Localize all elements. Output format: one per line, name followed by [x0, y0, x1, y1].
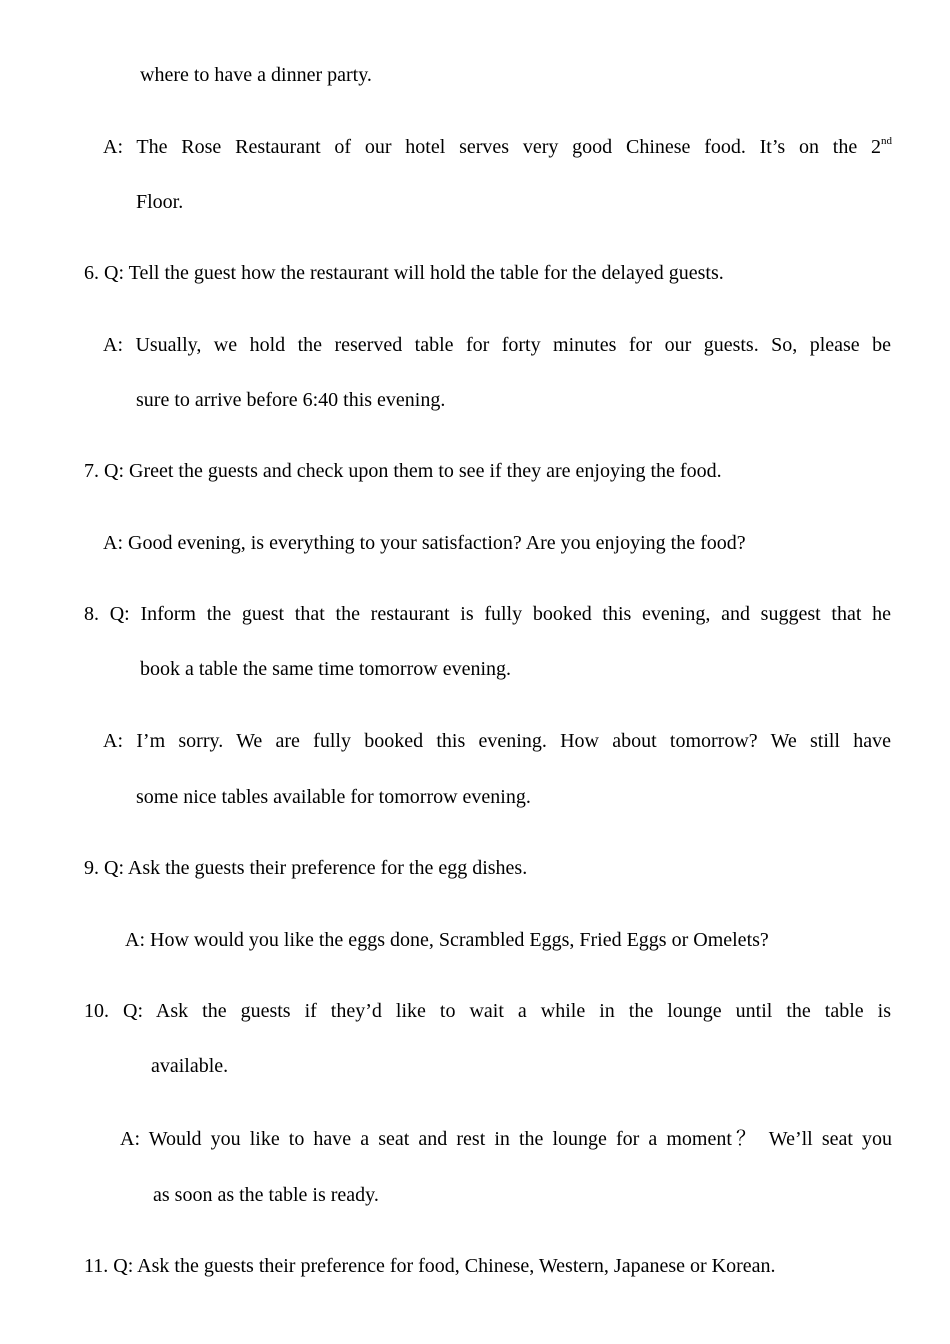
question-7-line-1: 7. Q: Greet the guests and check upon them to see if they are enjoying the food.	[84, 460, 722, 482]
ordinal-suffix: nd	[881, 135, 892, 147]
answer-10-line-1: A: Would you like to have a seat and rest in the lounge for a moment？ We’ll seat you	[120, 1128, 892, 1150]
question-9-line-1: 9. Q: Ask the guests their preference for the egg dishes.	[84, 857, 528, 879]
question-8-line-2: book a table the same time tomorrow evening.	[140, 658, 512, 680]
question-5-continuation: where to have a dinner party.	[140, 64, 372, 86]
answer-5-text: A: The Rose Restaurant of our hotel serves very good Chinese food. It’s on the 2	[103, 136, 881, 158]
question-6-line-1: 6. Q: Tell the guest how the restaurant will hold the table for the delayed guests.	[84, 262, 724, 284]
answer-5-line-2: Floor.	[136, 191, 184, 213]
answer-7-line-1: A: Good evening, is everything to your satisfaction? Are you enjoying the food?	[103, 532, 746, 554]
answer-8-line-1: A: I’m sorry. We are fully booked this evening. How about tomorrow? We still have	[103, 730, 891, 752]
answer-8-line-2: some nice tables available for tomorrow evening.	[136, 786, 531, 808]
question-8-line-1: 8. Q: Inform the guest that the restaurant is fully booked this evening, and suggest that he	[84, 603, 891, 625]
answer-6-line-2: sure to arrive before 6:40 this evening.	[136, 389, 446, 411]
question-10-line-1: 10. Q: Ask the guests if they’d like to wait a while in the lounge until the table is	[84, 1000, 891, 1022]
answer-5-line-1	[103, 135, 892, 159]
question-10-line-2: available.	[151, 1055, 229, 1077]
answer-10-line-2: as soon as the table is ready.	[153, 1184, 379, 1206]
answer-6-line-1: A: Usually, we hold the reserved table for forty minutes for our guests. So, please be	[103, 334, 891, 356]
question-11-line-1: 11. Q: Ask the guests their preference for food, Chinese, Western, Japanese or Korean.	[84, 1255, 776, 1277]
answer-9-line-1: A: How would you like the eggs done, Scrambled Eggs, Fried Eggs or Omelets?	[125, 929, 769, 951]
